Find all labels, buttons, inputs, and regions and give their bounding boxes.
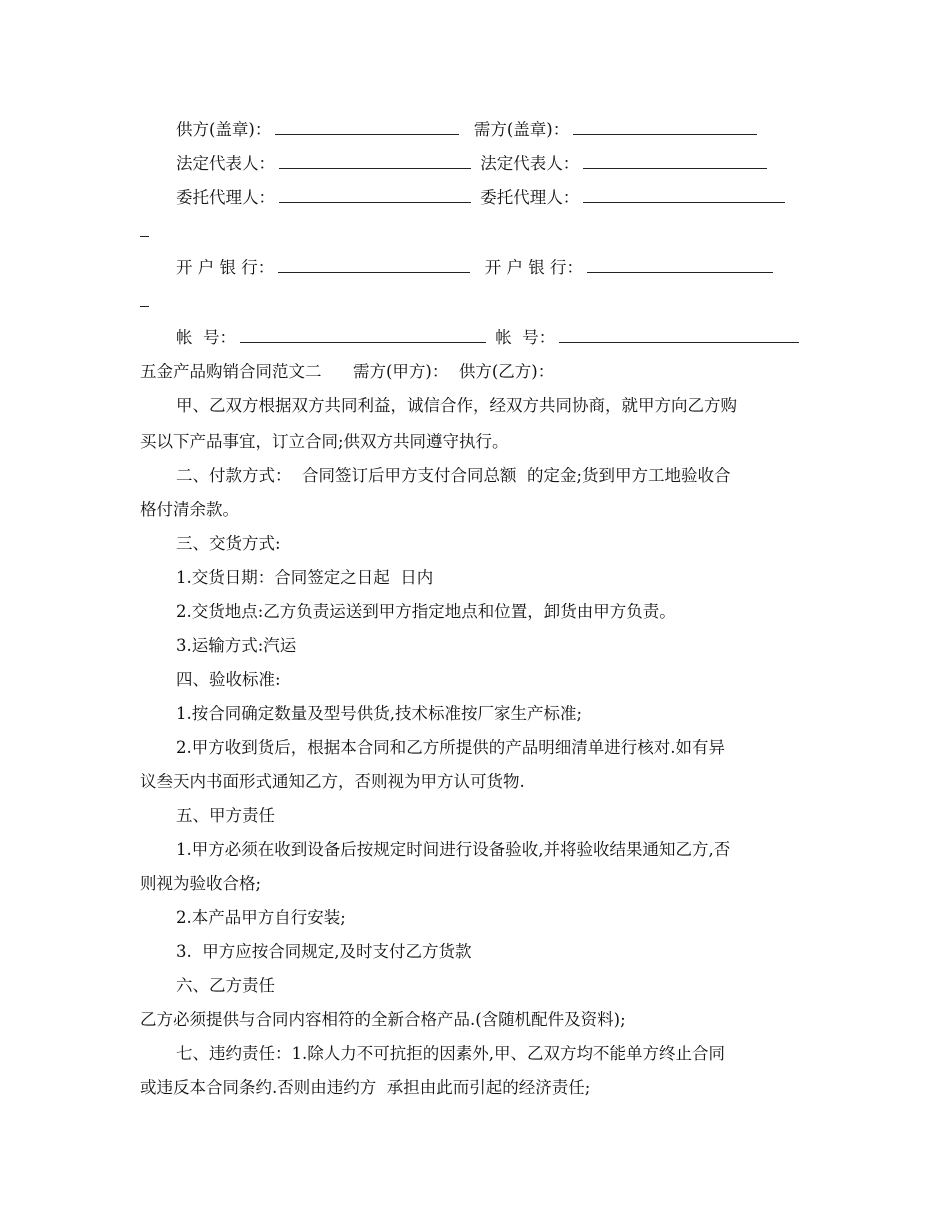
bank-right-label: 开 户 银 行：: [484, 258, 583, 277]
party-b-duty-1: 乙方必须提供与合同内容相符的全新合格产品.(含随机配件及资料);: [140, 1010, 626, 1029]
signature-row-legal-rep: [176, 154, 771, 174]
agent-right-blank[interactable]: [583, 188, 785, 203]
bank-left-label: 开 户 银 行：: [176, 258, 275, 277]
signature-row-seal: [176, 120, 761, 140]
contract-heading: [140, 362, 554, 382]
signature-row-bank: [176, 258, 777, 278]
party-a-duties-heading: 五、甲方责任: [176, 806, 275, 825]
payment-line-2: 格付清余款。: [140, 500, 239, 519]
party-b-label: 供方(乙方)：: [458, 362, 555, 381]
party-a-duty-2: 2.本产品甲方自行安装;: [176, 908, 346, 927]
party-b-duties-heading: 六、乙方责任: [176, 976, 275, 995]
breach-line-1: 七、违约责任：1.除人力不可抗拒的因素外,甲、乙双方均不能单方终止合同: [176, 1044, 725, 1063]
delivery-item-2: 2.交货地点:乙方负责运送到甲方指定地点和位置，卸货由甲方负责。: [176, 602, 676, 621]
legal-rep-right-blank[interactable]: [583, 154, 767, 169]
intro-line-2: 买以下产品事宜，订立合同;供双方共同遵守执行。: [140, 432, 509, 451]
agent-right-label: 委托代理人：: [480, 188, 580, 207]
wrapped-underline: [140, 236, 149, 237]
supplier-seal-label: 供方(盖章)：: [176, 120, 272, 139]
contract-title: 五金产品购销合同范文二: [140, 362, 322, 381]
payment-line-1: 二、付款方式： 合同签订后甲方支付合同总额 的定金;货到甲方工地验收合: [176, 466, 731, 485]
acceptance-heading: 四、验收标准:: [176, 670, 281, 689]
wrapped-underline: [140, 306, 149, 307]
acceptance-item-1: 1.按合同确定数量及型号供货,技术标准按厂家生产标准;: [176, 704, 583, 723]
intro-line-1: 甲、乙双方根据双方共同利益，诚信合作，经双方共同协商，就甲方向乙方购: [176, 396, 737, 415]
agent-left-label: 委托代理人：: [176, 188, 275, 207]
account-left-blank[interactable]: [240, 328, 486, 343]
bank-right-blank[interactable]: [587, 258, 773, 273]
delivery-heading: 三、交货方式:: [176, 534, 281, 553]
supplier-seal-blank[interactable]: [275, 120, 459, 135]
account-right-label: 帐 号：: [495, 328, 556, 347]
delivery-item-3: 3.运输方式:汽运: [176, 636, 297, 655]
breach-line-2: 或违反本合同条约.否则由违约方 承担由此而引起的经济责任;: [140, 1078, 591, 1097]
signature-row-account: [176, 328, 803, 348]
delivery-item-1: 1.交货日期：合同签定之日起 日内: [176, 568, 434, 587]
party-a-label: 需方(甲方)：: [352, 362, 449, 381]
buyer-seal-blank[interactable]: [573, 120, 757, 135]
acceptance-item-2-line-1: 2.甲方收到货后，根据本合同和乙方所提供的产品明细清单进行核对.如有异: [176, 738, 725, 757]
bank-left-blank[interactable]: [278, 258, 470, 273]
acceptance-item-2-line-2: 议叁天内书面形式通知乙方，否则视为甲方认可货物.: [140, 772, 525, 791]
agent-left-blank[interactable]: [279, 188, 471, 203]
buyer-seal-label: 需方(盖章)：: [473, 120, 570, 139]
account-left-label: 帐 号：: [176, 328, 236, 347]
legal-rep-left-label: 法定代表人：: [176, 154, 275, 173]
legal-rep-right-label: 法定代表人：: [480, 154, 580, 173]
account-right-blank[interactable]: [559, 328, 799, 343]
legal-rep-left-blank[interactable]: [279, 154, 471, 169]
signature-row-agent: [176, 188, 789, 208]
party-a-duty-1-line-1: 1.甲方必须在收到设备后按规定时间进行设备验收,并将验收结果通知乙方,否: [176, 840, 731, 859]
party-a-duty-3: 3. 甲方应按合同规定,及时支付乙方货款: [176, 942, 472, 961]
party-a-duty-1-line-2: 则视为验收合格;: [140, 874, 262, 893]
